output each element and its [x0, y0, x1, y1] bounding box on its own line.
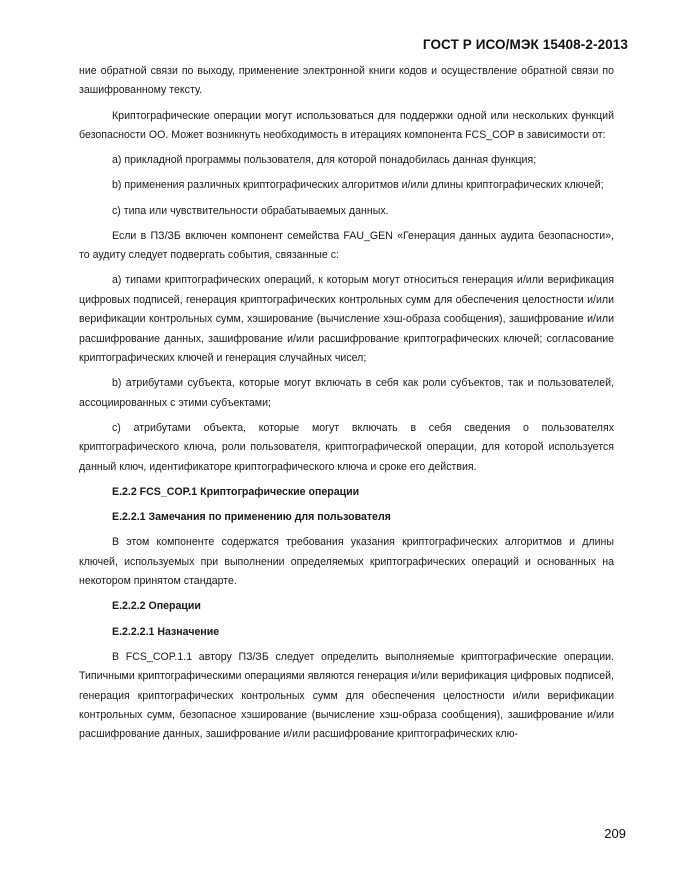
list-item-c: с) типа или чувствительности обрабатываемых данных. — [112, 204, 389, 217]
paragraph-crypto-operations: Криптографические операции могут использоваться для поддержки одной или нескольких функций безопасности ОО. Может возникнуть необходимость в итерациях компонента FCS_COP в зависимости от: — [79, 109, 614, 142]
body-text — [79, 62, 614, 751]
paragraph-e22221: В FCS_COP.1.1 автору ПЗ/ЗБ следует определить выполняемые криптографические операции. Типичными криптографическими операциями являются генерация и/или верификация цифровых подписей, генерация криптографических контрольных сумм для обеспечения целостности и/или верификации контрольных сумм, безопасное хэширование (вычисление хэш-образа сообщения), зашифрование и/или расшифрование данных, зашифрование и/или расшифрование криптографических клю- — [79, 650, 614, 741]
paragraph-fau-gen: Если в ПЗ/ЗБ включен компонент семейства FAU_GEN «Генерация данных аудита безопасности», то аудиту следует подвергать события, связанные с: — [79, 229, 614, 262]
list-item-b: b) применения различных криптографических алгоритмов и/или длины криптографических ключей; — [112, 179, 604, 192]
list-item-a: а) прикладной программы пользователя, для которой понадобилась данная функция; — [112, 154, 537, 167]
audit-item-a: а) типами криптографических операций, к которым могут относиться генерация и/или верификация цифровых подписей, генерация криптографических контрольных сумм для обеспечения целостности и/или верификации контрольных сумм, хэширование (вычисление хэш-образа сообщения), зашифрование и/или расшифрование данных, зашифрование и/или расшифрование криптографических ключей; согласование криптографических ключей и генерация случайных чисел; — [79, 274, 614, 365]
standard-header: ГОСТ Р ИСО/МЭК 15408-2-2013 — [422, 37, 628, 52]
paragraph-e2221: В этом компоненте содержатся требования указания криптографических алгоритмов и длины ключей, используемых при выполнении определяемых криптографических операций и основанных на некотором принятом стандарте. — [79, 536, 614, 588]
audit-item-c: с) атрибутами объекта, которые могут включать в себя сведения о пользователях криптографического ключа, роли пользователя, криптографической операции, для которой используется данный ключ, идентификаторе криптографического ключа и сроке его действия. — [79, 421, 614, 473]
page-number: 209 — [604, 826, 626, 841]
subsection-heading-e22221: Е.2.2.2.1 Назначение — [112, 625, 220, 638]
paragraph-continuation: ние обратной связи по выходу, применение электронной книги кодов и осуществление обратной связи по зашифрованному тексту. — [79, 65, 614, 97]
audit-item-b: b) атрибутами субъекта, которые могут включать в себя как роли субъектов, так и пользователей, ассоциированных с этими субъектами; — [79, 377, 614, 409]
subsection-heading-e2221: Е.2.2.1 Замечания по применению для пользователя — [112, 511, 391, 524]
section-heading-e2222: Е.2.2.2 Операции — [112, 600, 201, 613]
section-heading-e222: Е.2.2 FCS_COP.1 Криптографические операции — [112, 485, 360, 498]
